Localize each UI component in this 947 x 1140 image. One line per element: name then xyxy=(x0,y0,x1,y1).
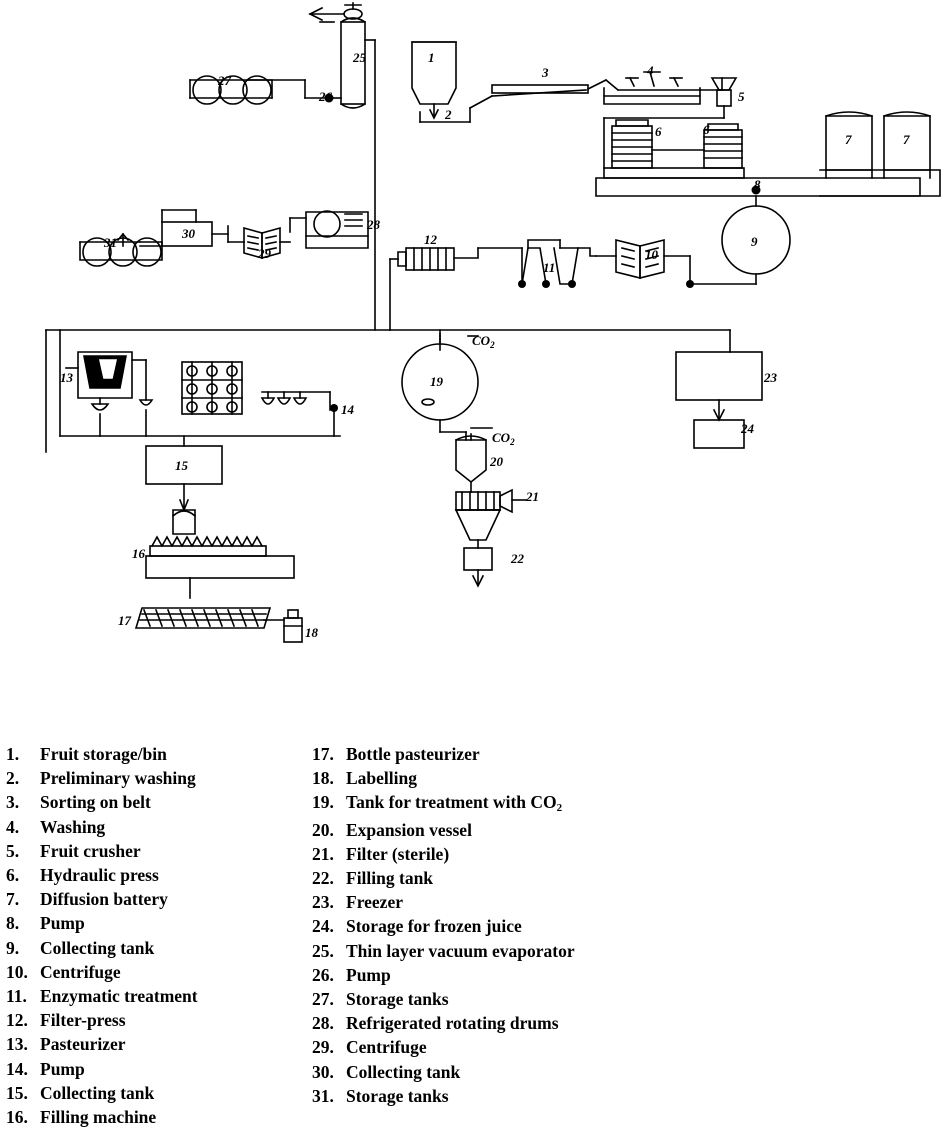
legend-number: 13. xyxy=(6,1034,28,1055)
legend-label: Centrifuge xyxy=(346,1037,427,1058)
unit-20-expansion-vessel xyxy=(456,428,492,492)
legend-item xyxy=(6,887,306,911)
legend-number: 9. xyxy=(6,937,20,958)
legend-item xyxy=(312,1011,732,1035)
legend-number: 22. xyxy=(312,868,334,889)
main-distribution-line xyxy=(46,330,730,452)
label-25: 25 xyxy=(353,50,366,65)
legend-label: Freezer xyxy=(346,892,403,913)
label-5: 5 xyxy=(738,89,745,104)
legend-item xyxy=(312,1060,732,1084)
legend-number: 25. xyxy=(312,940,334,961)
legend-label xyxy=(346,790,732,817)
legend-number: 23. xyxy=(312,892,334,913)
label-19: 19 xyxy=(430,374,443,389)
legend-label: Centrifuge xyxy=(40,961,121,982)
legend-number: 31. xyxy=(312,1085,334,1106)
unit-17-bottle-pasteurizer xyxy=(136,608,284,628)
label-6a: 6 xyxy=(655,124,662,139)
legend-item xyxy=(6,911,306,935)
legend-column-right xyxy=(312,742,732,1140)
co2-label-top: $CO_2$ xyxy=(472,333,495,350)
unit-22-filling-tank xyxy=(456,510,500,586)
label-27: 27 xyxy=(218,73,231,88)
unit-12-filter-press xyxy=(390,248,478,330)
legend-label: Expansion vessel xyxy=(346,819,472,840)
legend-item xyxy=(312,1035,732,1059)
label-21: 21 xyxy=(526,489,539,504)
legend-item xyxy=(6,815,306,839)
legend-column-left xyxy=(6,742,306,1140)
legend-item xyxy=(312,766,732,790)
unit-28-refrigerated-drums xyxy=(290,211,368,248)
legend-item-co2 xyxy=(312,790,732,817)
legend-number: 3. xyxy=(6,792,20,813)
legend-number: 21. xyxy=(312,843,334,864)
legend-item xyxy=(6,1105,306,1129)
legend-label: Refrigerated rotating drums xyxy=(346,1013,559,1034)
legend-number: 15. xyxy=(6,1082,28,1103)
legend-item xyxy=(312,890,732,914)
unit-13-pasteurizer xyxy=(60,330,340,436)
legend-item xyxy=(6,1032,306,1056)
diagram-gas-labels xyxy=(472,333,515,447)
co2-label-mid: $CO_2$ xyxy=(492,430,515,447)
legend-label: Fruit storage/bin xyxy=(40,744,167,764)
legend-label: Bottle pasteurizer xyxy=(346,744,480,764)
label-3: 3 xyxy=(542,65,549,80)
label-10: 10 xyxy=(645,247,658,262)
legend-item xyxy=(312,987,732,1011)
legend-label: Pasteurizer xyxy=(40,1034,126,1055)
label-15: 15 xyxy=(175,458,188,473)
unit-3-sorting-belt xyxy=(492,80,700,93)
legend xyxy=(0,742,947,1140)
legend-label: Pump xyxy=(40,913,85,934)
label-22: 22 xyxy=(511,551,524,566)
legend-item xyxy=(6,1081,306,1105)
legend-label-main: Tank for treatment with CO xyxy=(346,792,557,813)
label-31: 31 xyxy=(104,235,117,250)
legend-item xyxy=(312,866,732,890)
legend-label: Labelling xyxy=(346,768,417,789)
legend-number: 30. xyxy=(312,1061,334,1082)
legend-number: 14. xyxy=(6,1058,28,1079)
unit-11-enzymatic-treatment xyxy=(478,240,596,288)
label-17: 17 xyxy=(118,613,131,628)
legend-label: Storage tanks xyxy=(346,1085,449,1106)
label-12: 12 xyxy=(424,232,437,247)
unit-24-frozen-storage xyxy=(694,420,744,448)
label-7b: 7 xyxy=(903,132,910,147)
legend-number: 10. xyxy=(6,961,28,982)
legend-label: Diffusion battery xyxy=(40,889,168,910)
legend-label: Fruit crusher xyxy=(40,840,141,861)
label-6b: 6 xyxy=(703,122,710,137)
unit-15-collecting-tank xyxy=(146,436,222,510)
legend-item xyxy=(6,742,306,766)
legend-label: Filter-press xyxy=(40,1010,126,1031)
legend-label: Collecting tank xyxy=(40,937,155,958)
legend-number: 24. xyxy=(312,916,334,937)
label-7a: 7 xyxy=(845,132,852,147)
legend-item xyxy=(6,1008,306,1032)
legend-number: 18. xyxy=(312,768,334,789)
legend-label: Preliminary washing xyxy=(40,768,196,789)
legend-label: Storage tanks xyxy=(346,989,449,1010)
legend-number: 20. xyxy=(312,819,334,840)
legend-item xyxy=(6,1057,306,1081)
legend-number: 11. xyxy=(6,986,27,1007)
legend-number: 2. xyxy=(6,768,20,789)
legend-item xyxy=(6,960,306,984)
label-29: 29 xyxy=(258,246,271,261)
label-4: 4 xyxy=(647,63,654,78)
legend-label: Hydraulic press xyxy=(40,865,159,886)
legend-number: 27. xyxy=(312,989,334,1010)
legend-number: 12. xyxy=(6,1010,28,1031)
legend-label: Storage for frozen juice xyxy=(346,916,522,937)
legend-number: 7. xyxy=(6,889,20,910)
legend-number: 1. xyxy=(6,744,20,764)
unit-23-freezer xyxy=(676,352,762,420)
unit-21-sterile-filter xyxy=(456,490,526,512)
legend-item xyxy=(312,842,732,866)
legend-number: 8. xyxy=(6,913,20,934)
legend-item xyxy=(312,963,732,987)
legend-number: 5. xyxy=(6,840,20,861)
legend-label: Collecting tank xyxy=(40,1082,155,1103)
legend-item xyxy=(312,1084,732,1108)
legend-number: 6. xyxy=(6,865,20,886)
label-23: 23 xyxy=(764,370,777,385)
label-24: 24 xyxy=(741,421,754,436)
legend-label: Collecting tank xyxy=(346,1061,461,1082)
legend-label: Sorting on belt xyxy=(40,792,151,813)
legend-item xyxy=(312,818,732,842)
legend-number: 16. xyxy=(6,1107,28,1128)
legend-item xyxy=(6,863,306,887)
label-28: 28 xyxy=(367,217,380,232)
legend-label: Filter (sterile) xyxy=(346,843,450,864)
legend-number: 28. xyxy=(312,1013,334,1034)
label-20: 20 xyxy=(490,454,503,469)
label-11: 11 xyxy=(543,260,556,275)
unit-27-storage-tanks xyxy=(190,76,272,104)
legend-label: Filling tank xyxy=(346,868,434,889)
legend-item xyxy=(6,984,306,1008)
legend-item xyxy=(312,742,732,766)
legend-label: Pump xyxy=(346,964,391,985)
legend-item xyxy=(312,939,732,963)
label-9: 9 xyxy=(751,234,758,249)
legend-number: 17. xyxy=(312,744,334,764)
legend-label: Washing xyxy=(40,816,106,837)
legend-label: Pump xyxy=(40,1058,85,1079)
unit-7-diffusion-battery xyxy=(820,112,940,196)
legend-item xyxy=(6,839,306,863)
label-26: 26 xyxy=(319,89,332,104)
legend-number: 19. xyxy=(312,792,334,813)
unit-31-storage-tanks xyxy=(80,234,162,266)
legend-number: 4. xyxy=(6,816,20,837)
legend-label: Filling machine xyxy=(40,1107,157,1128)
label-16: 16 xyxy=(132,546,145,561)
legend-item xyxy=(6,790,306,814)
label-2: 2 xyxy=(445,107,452,122)
legend-label: Thin layer vacuum evaporator xyxy=(346,940,575,961)
legend-item xyxy=(6,936,306,960)
legend-item xyxy=(312,914,732,938)
unit-14-pump-and-crates xyxy=(182,362,338,436)
unit-4-washing xyxy=(604,72,722,104)
legend-item xyxy=(6,766,306,790)
label-8: 8 xyxy=(754,177,761,192)
legend-number: 26. xyxy=(312,964,334,985)
label-18: 18 xyxy=(305,625,318,640)
unit-16-filling-machine xyxy=(146,510,294,598)
legend-label: Enzymatic treatment xyxy=(40,986,198,1007)
label-1: 1 xyxy=(428,50,435,65)
label-30: 30 xyxy=(182,226,195,241)
legend-number: 29. xyxy=(312,1037,334,1058)
label-13: 13 xyxy=(60,370,73,385)
unit-9-collecting-tank xyxy=(690,206,790,284)
unit-18-labelling xyxy=(284,610,302,642)
legend-label-subscript: 2 xyxy=(556,802,563,815)
label-14: 14 xyxy=(341,402,354,417)
